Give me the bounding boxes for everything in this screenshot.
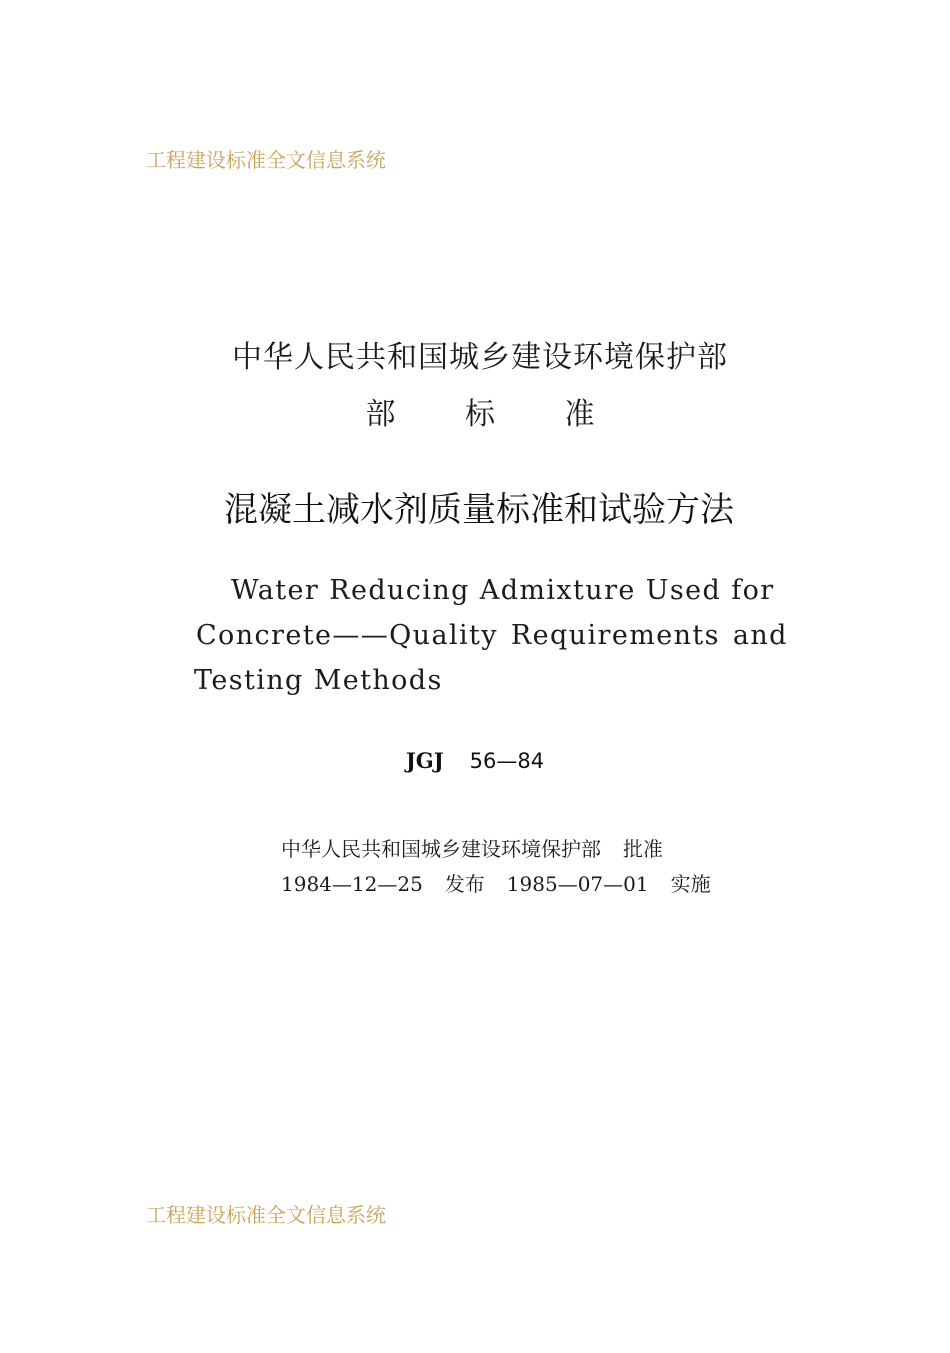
standard-type-char-1: 部 (365, 397, 396, 432)
effective-label: 实施 (670, 872, 711, 896)
standard-code (0, 748, 950, 773)
publish-label: 发布 (444, 872, 485, 896)
watermark-top: 工程建设标准全文信息系统 (146, 148, 386, 172)
approval-authority: 中华人民共和国城乡建设环境保护部 (281, 837, 601, 861)
standard-type-char-3: 准 (564, 397, 595, 432)
standard-type-char-2: 标 (465, 397, 495, 432)
publish-date: 1984—12—25 (281, 872, 423, 896)
standard-type (0, 389, 950, 433)
approval-action: 批准 (623, 837, 663, 861)
standard-code-number: 56—84 (469, 749, 545, 773)
effective-date: 1985—07—01 (506, 872, 649, 896)
watermark-bottom: 工程建设标准全文信息系统 (146, 1203, 386, 1227)
dates-line (281, 868, 711, 897)
approval-line (281, 833, 663, 862)
document-title-chinese: 混凝土减水剂质量标准和试验方法 (224, 490, 734, 530)
document-title-english-line-3: Testing Methods (194, 665, 443, 696)
document-title-english-line-2: Concrete——Quality Requirements and (196, 620, 788, 651)
standard-code-prefix: JGJ (405, 748, 444, 773)
document-title-english-line-1: Water Reducing Admixture Used for (231, 575, 775, 606)
issuer-heading: 中华人民共和国城乡建设环境保护部 (232, 340, 728, 375)
